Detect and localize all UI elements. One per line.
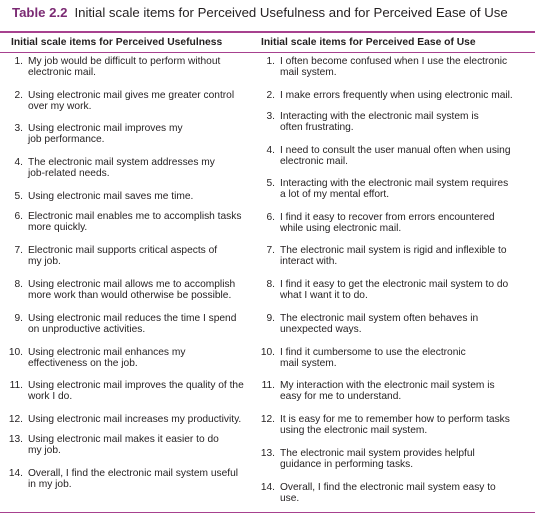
item-text [280,56,528,79]
item-number: 8. [14,279,23,290]
item-number: 11. [9,380,23,391]
item-text-line: Using electronic mail reduces the time I spend [28,313,237,324]
item-text-line: interact with. [280,256,338,268]
item-text [280,313,528,336]
item-text [280,145,528,168]
item-number: 5. [266,178,275,189]
item-text-line: on unproductive activities. [28,324,146,336]
item-text-line: Using electronic mail improves the quality of the [28,380,244,391]
item-text [28,157,276,180]
item-number: 2. [14,90,23,101]
item-text [28,279,276,302]
item-text-line: Interacting with the electronic mail system is [280,111,479,122]
item-text-line: job performance. [28,134,105,146]
item-text-line: The electronic mail system often behaves in [280,313,479,324]
item-text-line: Using electronic mail makes it easier to do [28,434,219,445]
item-text-line: Using electronic mail improves my [28,123,183,134]
item-text-line: Electronic mail supports critical aspects of [28,245,218,256]
item-text-line: I find it easy to get the electronic mail system to do [280,279,509,290]
item-number: 13. [8,434,23,445]
table-caption [12,3,508,23]
item-text [280,482,528,505]
item-text [280,448,528,471]
table-title: Initial scale items for Perceived Usefulness and for Perceived Ease of Use [74,5,508,20]
item-text-line: My interaction with the electronic mail system is [280,380,495,391]
item-number: 12. [8,414,23,425]
item-text [28,245,276,268]
item-text-line: Using electronic mail gives me greater control [28,90,235,101]
item-text-line: The electronic mail system addresses my [28,157,215,168]
item-text-line: mail system. [280,358,337,370]
item-text-line: Interacting with the electronic mail system requires [280,178,509,189]
item-number: 11. [261,380,275,391]
item-text-line: over my work. [28,101,92,113]
item-number: 14. [260,482,275,493]
item-text-line: work I do. [28,391,73,403]
item-text-line: It is easy for me to remember how to perform tasks [280,414,510,425]
item-text-line: Using electronic mail allows me to accomplish [28,279,236,290]
item-text-line: effectiveness on the job. [28,358,138,370]
item-number: 4. [266,145,275,156]
item-number: 1. [266,56,275,67]
item-number: 2. [266,90,275,101]
item-number: 7. [266,245,275,256]
item-text [28,90,276,113]
item-text [28,56,276,79]
item-text [28,414,276,425]
item-text [280,245,528,268]
item-text-line: I find it easy to recover from errors encountered [280,212,495,223]
item-text [28,313,276,336]
table-number: Table 2.2 [12,5,68,20]
item-text-line: job-related needs. [28,168,110,180]
item-text-line: The electronic mail system provides helpful [280,448,475,459]
header-rule [0,52,535,53]
item-text [28,211,276,234]
item-text-line: I need to consult the user manual often when using [280,145,511,156]
item-text [280,279,528,302]
item-number: 10. [8,347,23,358]
item-text-line: what I want it to do. [280,290,368,302]
item-text [280,90,528,101]
item-text [280,380,528,403]
item-number: 7. [14,245,23,256]
top-rule [0,31,535,33]
item-text-line: Using electronic mail enhances my [28,347,186,358]
item-text [280,111,528,134]
item-number: 10. [260,347,275,358]
item-text-line: unexpected ways. [280,324,362,336]
item-text-line: guidance in performing tasks. [280,459,414,471]
item-number: 3. [266,111,275,122]
item-text-line: My job would be difficult to perform without [28,56,221,67]
item-number: 6. [14,211,23,222]
item-number: 3. [14,123,23,134]
item-text [280,347,528,370]
item-text-line: Electronic mail enables me to accomplish tasks [28,211,242,222]
item-text [280,178,528,201]
item-text-line: I find it cumbersome to use the electronic [280,347,466,358]
item-text-line: my job. [28,445,61,457]
item-number: 5. [14,191,23,202]
item-number: 1. [14,56,23,67]
item-text-line: while using electronic mail. [280,223,402,235]
column-header-usefulness: Initial scale items for Perceived Usefulness [11,37,223,48]
item-text [28,380,276,403]
item-number: 9. [14,313,23,324]
item-number: 12. [260,414,275,425]
bottom-rule [0,512,535,513]
item-text-line: easy for me to understand. [280,391,402,403]
item-number: 6. [266,212,275,223]
item-text [280,414,528,437]
column-header-ease-of-use: Initial scale items for Perceived Ease of Use [261,37,476,48]
item-text [28,123,276,146]
item-number: 4. [14,157,23,168]
item-number: 9. [266,313,275,324]
item-text-line: Overall, I find the electronic mail system easy to [280,482,496,493]
item-text-line: in my job. [28,479,72,491]
item-text-line: Using electronic mail saves me time. [28,191,194,202]
item-text-line: I make errors frequently when using electronic mail. [280,90,513,101]
item-text-line: Using electronic mail increases my productivity. [28,414,242,425]
item-text-line: The electronic mail system is rigid and inflexible to [280,245,507,256]
item-text [280,212,528,235]
item-text-line: I often become confused when I use the electronic [280,56,508,67]
item-text [28,468,276,491]
item-text-line: a lot of my mental effort. [280,189,390,201]
item-text-line: use. [280,493,300,505]
item-text [28,191,276,202]
item-text-line: Overall, I find the electronic mail system useful [28,468,239,479]
item-number: 8. [266,279,275,290]
item-number: 14. [8,468,23,479]
item-text-line: mail system. [280,67,337,79]
item-text-line: more work than would otherwise be possible. [28,290,232,302]
item-number: 13. [260,448,275,459]
item-text-line: my job. [28,256,61,268]
item-text-line: electronic mail. [280,156,348,168]
item-text-line: often frustrating. [280,122,354,134]
item-text-line: electronic mail. [28,67,96,79]
item-text [28,347,276,370]
item-text-line: more quickly. [28,222,88,234]
item-text [28,434,276,457]
item-text-line: using the electronic mail system. [280,425,428,437]
